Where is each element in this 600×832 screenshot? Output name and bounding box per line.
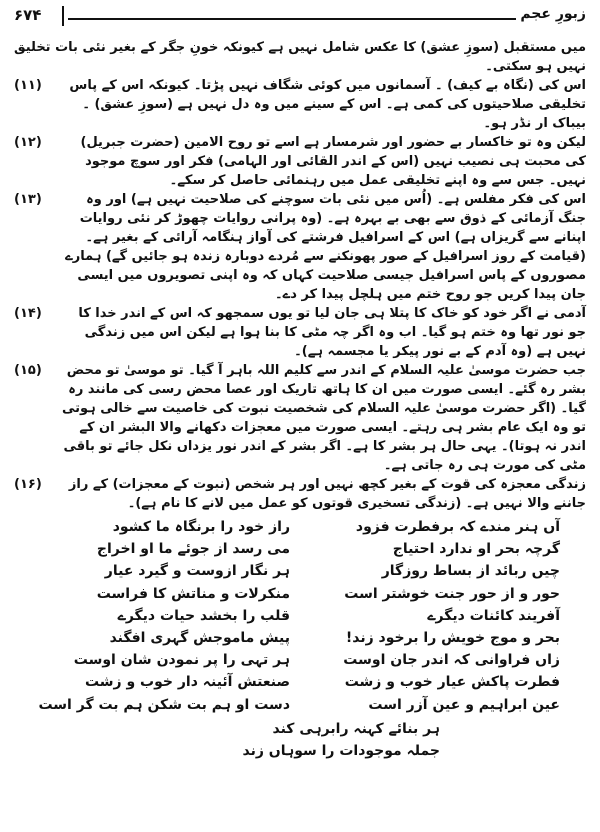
verse-second-hemistich: پیش ماموجش گہری افگند	[109, 630, 290, 647]
note-text: اس کی فکر مفلس ہے۔ (اُس میں نئی بات سوچنے کی صلاحیت نہیں ہے) اور وہ جنگ آزمائی کے ذوق سے بھی بے بہرہ ہے۔ (وہ پرانی روایات چھوڑ کر نئی روایات اپنانے سے گریزاں ہے) اس کے اسرافیل فرشتے کی آواز ہنگامہ آرائی کے بغیر ہے۔ (قیامت کے روز اسرافیل کے صور پھونکنے سے مُردے دوبارہ زندہ ہو جائیں گے) ہمارے مصوروں کے پاس اسرافیل جیسی صلاحیت کہاں کہ وہ اپنی تصویروں میں ایسی جان پیدا کریں جو روح ختم میں ہلچل پیدا کر دے۔	[65, 192, 586, 302]
note-number: (۱۵)	[14, 363, 42, 378]
verse-second-hemistich: دست او ہم بت شکن ہم بت گر است	[38, 696, 290, 713]
verse-second-hemistich: می رسد از جوئے ما او اخراج	[96, 541, 290, 558]
note-number: (۱۶)	[14, 477, 42, 492]
note-15	[14, 361, 586, 475]
note-number: (۱۲)	[14, 135, 42, 150]
persian-verses	[40, 516, 560, 762]
note-13	[14, 190, 586, 304]
couplet	[40, 649, 560, 671]
commentary-notes	[14, 38, 586, 513]
note-number: (۱۳)	[14, 192, 42, 207]
couplet	[40, 671, 560, 693]
couplet	[40, 538, 560, 560]
verse-first-hemistich: زاں فراوانی کہ اندر جان اوست	[343, 652, 560, 669]
note-text: لیکن وہ تو خاکسار بے حضور اور شرمسار ہے اسے تو روح الامین (حضرت جبریل) کی محبت ہی نصیب نہیں (اس کے اندر القائی اور الہامی) فکر اور سوچ موجود نہیں۔ جس سے وہ اپنے تخلیقی عمل میں رہنمائی حاصل کر سکے۔	[80, 135, 586, 188]
couplet	[40, 694, 560, 716]
verse-first-hemistich: آفریند کائنات دیگرے	[427, 607, 560, 624]
verse-first-hemistich: چیں ربائد از بساط روزگار	[381, 563, 560, 580]
couplet	[40, 583, 560, 605]
verse-second-hemistich: راز خود را برنگاہ ما کشود	[112, 519, 290, 535]
couplet	[40, 605, 560, 627]
page-number: ۶۷۴	[14, 6, 42, 24]
header-rule	[68, 18, 516, 20]
verse-first-hemistich: فطرت پاکش عیار خوب و زشت	[344, 674, 560, 691]
note-12	[14, 133, 586, 190]
verse-first-hemistich: بحر و موج خویش را برخود زند!	[345, 630, 560, 647]
note-text: اس کی (نگاہ بے کیف) ۔ آسمانوں میں کوئی شگاف نہیں پڑتا۔ کیونکہ اس کے پاس تخلیقی صلاحیتوں کی کمی ہے۔ اس کے سینے میں وہ دل نہیں ہے (سوزِ عشق) ۔ بیباک ار نڈر ہو۔	[69, 78, 586, 131]
running-title: زبورِ عجم	[520, 6, 586, 22]
closing-couplet	[40, 718, 560, 762]
note-text: زندگی معجزہ کی قوت کے بغیر کچھ نہیں اور ہر شخص (نبوت کے معجزات) کے راز جاننے والا نہیں ہے۔ (زندگی تسخیری قوتوں کو عمل میں لانے کا نام ہے)۔	[68, 477, 586, 511]
couplet	[40, 560, 560, 582]
note-text: آدمی نے اگر خود کو خاک کا پتلا ہی جان لیا تو یوں سمجھو کہ اس کے اندر خدا کا جو نور تھا وہ ختم ہو گیا۔ اب وہ اگر چہ مٹی کا بنا ہوا ہے لیکن اس میں زندگی نہیں ہے (وہ آدم کے بے نور پیکر یا مجسمہ ہے)۔	[78, 306, 586, 359]
closing-line: ہر بنائے کہنہ رابرہی کند	[272, 720, 440, 737]
note-14	[14, 304, 586, 361]
note-number: (۱۴)	[14, 306, 42, 321]
verse-second-hemistich: ہر نگار ازوست و گیرد عیار	[104, 563, 290, 580]
lead-paragraph	[14, 38, 586, 76]
lead-text: میں مستقبل (سوزِ عشق) کا عکس شامل نہیں ہے کیونکہ خونِ جگر کے بغیر نئی بات تخلیق نہیں ہو سکتی۔	[13, 40, 586, 74]
note-text: جب حضرت موسیٰ علیہ السلام کے اندر سے کلیم اللہ باہر آ گیا۔ تو موسیٰ تو محض بشر رہ گئے۔ ایسی صورت میں ان کا ہاتھ تاریک اور عصا محض رسی کی مانند رہ گیا۔ (اگر حضرت موسیٰ علیہ السلام کی شخصیت نبوت کی خاصیت سے خالی ہوتی تو وہ ایک عام بشر ہی رہتے۔ ایسی صورت میں معجزات دکھانے والا البشر ان کے اندر نہ ہوتا)۔ یہی حال ہر بشر کا ہے۔ اگر بشر کے اندر نور یزداں نکل جائے تو باقی مٹی کی مورت ہی رہ جاتی ہے۔	[61, 363, 586, 473]
verse-first-hemistich: آں ہنر مندے کہ برفطرت فزود	[355, 519, 560, 535]
note-16	[14, 475, 586, 513]
verse-second-hemistich: صنعتش آئینہ دار خوب و زشت	[84, 674, 290, 691]
note-number: (۱۱)	[14, 78, 42, 93]
page-header	[14, 6, 586, 28]
verse-second-hemistich: منکرلات و مناتش کا فراست	[96, 585, 290, 602]
closing-line: جملہ موجودات را سوہاں زند	[242, 743, 440, 760]
verse-first-hemistich: گرچہ بحر او ندارد احتیاج	[392, 541, 560, 558]
verse-second-hemistich: ہر تہی را پر نمودن شان اوست	[73, 652, 290, 669]
verse-first-hemistich: حور و از حور جنت خوشتر است	[344, 585, 560, 602]
couplet	[40, 627, 560, 649]
verse-first-hemistich: عین ابراہیم و عین آزر است	[368, 696, 560, 713]
couplet	[40, 516, 560, 538]
verse-second-hemistich: قلب را بخشد حیات دیگرے	[117, 607, 290, 624]
note-11	[14, 76, 586, 133]
